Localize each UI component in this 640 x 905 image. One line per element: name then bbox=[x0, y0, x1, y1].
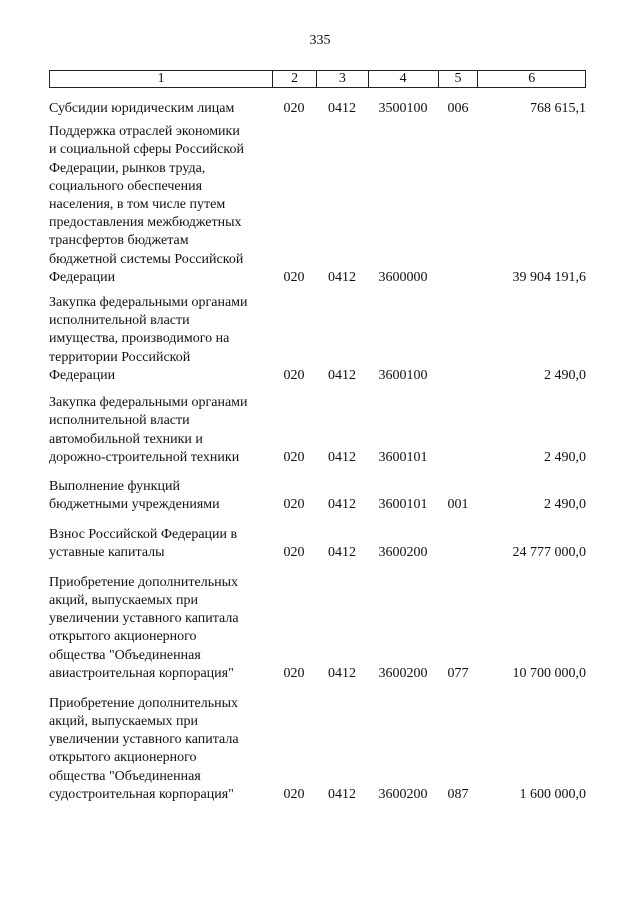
row-description: Приобретение дополнительных акций, выпускаемых при увеличении уставного капитала открытого акционерного общества "Объединенная авиастроительная корпорация" bbox=[49, 574, 239, 681]
cell-section-code: 0412 bbox=[328, 449, 356, 465]
cell-amount: 2 490,0 bbox=[544, 496, 586, 512]
cell-target-article: 3600100 bbox=[378, 367, 428, 383]
cell-expense-type: 001 bbox=[447, 496, 469, 512]
cell-expense-type: 077 bbox=[447, 665, 469, 681]
cell-target-article: 3600200 bbox=[378, 544, 428, 560]
cell-ministry-code: 020 bbox=[283, 496, 305, 512]
column-header-4: 4 bbox=[368, 71, 438, 87]
column-header-3: 3 bbox=[316, 71, 368, 87]
row-description: Выполнение функций бюджетными учреждениями bbox=[49, 478, 220, 512]
cell-target-article: 3600101 bbox=[378, 449, 428, 465]
cell-amount: 24 777 000,0 bbox=[512, 544, 586, 560]
cell-amount: 768 615,1 bbox=[530, 100, 586, 116]
cell-amount: 2 490,0 bbox=[544, 449, 586, 465]
cell-ministry-code: 020 bbox=[283, 269, 305, 285]
table-row bbox=[49, 296, 586, 385]
cell-target-article: 3600200 bbox=[378, 786, 428, 802]
cell-section-code: 0412 bbox=[328, 496, 356, 512]
row-description: Субсидии юридическим лицам bbox=[49, 100, 235, 116]
column-header-1: 1 bbox=[157, 71, 165, 86]
cell-ministry-code: 020 bbox=[283, 100, 305, 116]
cell-target-article: 3500100 bbox=[378, 100, 428, 116]
cell-section-code: 0412 bbox=[328, 786, 356, 802]
cell-ministry-code: 020 bbox=[283, 449, 305, 465]
cell-expense-type: 006 bbox=[447, 100, 469, 116]
row-description: Закупка федеральными органами исполнительной власти имущества, производимого на территории Российской Федерации bbox=[49, 294, 248, 383]
row-description: Приобретение дополнительных акций, выпускаемых при увеличении уставного капитала открытого акционерного общества "Объединенная судостроительная корпорация" bbox=[49, 695, 239, 802]
page-number: 335 bbox=[309, 33, 331, 48]
cell-amount: 1 600 000,0 bbox=[519, 786, 586, 802]
row-description: Взнос Российской Федерации в уставные капиталы bbox=[49, 526, 238, 560]
cell-amount: 39 904 191,6 bbox=[512, 269, 586, 285]
cell-ministry-code: 020 bbox=[283, 665, 305, 681]
table-row bbox=[49, 395, 586, 467]
column-header-2: 2 bbox=[272, 71, 316, 87]
row-description: Поддержка отраслей экономики и социальной сферы Российской Федерации, рынков труда, социального обеспечения населения, в том числе путем предоставления межбюджетных трансфертов бюджетам бюджетной системы Российской Федерации bbox=[49, 124, 244, 285]
cell-expense-type: 087 bbox=[447, 786, 469, 802]
table-row bbox=[49, 696, 586, 804]
cell-section-code: 0412 bbox=[328, 269, 356, 285]
table-header-row bbox=[49, 70, 586, 88]
table-row bbox=[49, 124, 586, 287]
cell-amount: 10 700 000,0 bbox=[512, 665, 586, 681]
cell-target-article: 3600000 bbox=[378, 269, 428, 285]
cell-target-article: 3600101 bbox=[378, 496, 428, 512]
cell-section-code: 0412 bbox=[328, 100, 356, 116]
cell-section-code: 0412 bbox=[328, 544, 356, 560]
cell-section-code: 0412 bbox=[328, 665, 356, 681]
cell-section-code: 0412 bbox=[328, 367, 356, 383]
table-row bbox=[49, 93, 586, 118]
column-header-5: 5 bbox=[438, 71, 478, 87]
cell-target-article: 3600200 bbox=[378, 665, 428, 681]
column-header-6: 6 bbox=[477, 71, 585, 87]
table-row bbox=[49, 525, 586, 562]
row-description: Закупка федеральными органами исполнительной власти автомобильной техники и дорожно-строительной техники bbox=[49, 395, 248, 465]
table-row bbox=[49, 574, 586, 683]
cell-ministry-code: 020 bbox=[283, 544, 305, 560]
cell-ministry-code: 020 bbox=[283, 786, 305, 802]
table-row bbox=[49, 477, 586, 514]
cell-ministry-code: 020 bbox=[283, 367, 305, 383]
cell-amount: 2 490,0 bbox=[544, 367, 586, 383]
